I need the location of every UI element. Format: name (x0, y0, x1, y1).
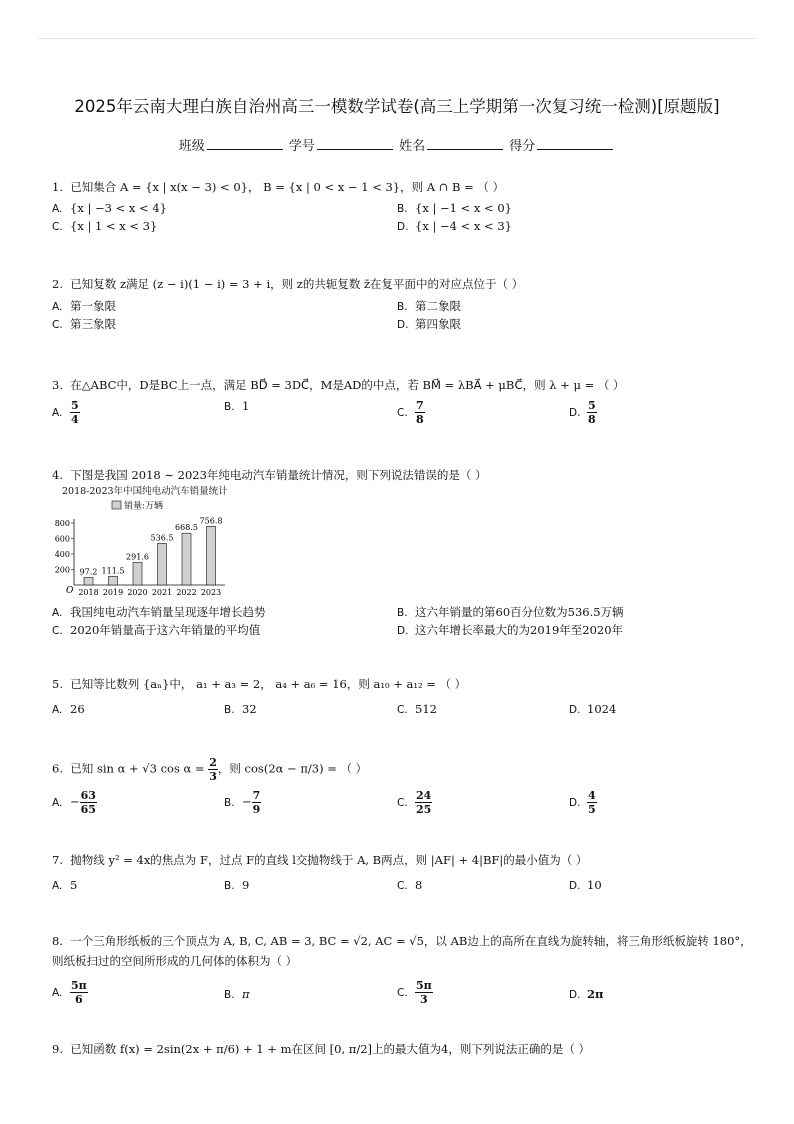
x-tick-label: 2023 (200, 588, 222, 597)
question-stem: 已知集合 A = {x | x(x − 3) < 0}， B = {x | 0 < x − 1 < 3}，则 A ∩ B = （ ） (70, 180, 505, 194)
option-b[interactable]: B. 1 (224, 399, 250, 413)
question-2 (52, 276, 754, 334)
option-b[interactable]: B. − $\frac{7}{9}$ (224, 789, 261, 816)
option-a[interactable]: A. $\frac{5}{4}$ (52, 399, 79, 426)
student-info-line (0, 135, 794, 154)
question-1 (52, 179, 754, 237)
question-6: 6. 已知 sin α + √3 cos α = $\frac{2}{3}$ ，则 cos(2α − π/3) = （ ） A. − $\frac{63}{65}$ B. − $\frac{7}{9}$ C. $\frac{24}{25}$ D. $\frac{4}{5}$ (52, 756, 596, 816)
question-number: 6. (52, 761, 63, 776)
x-tick-label: 2018 (78, 588, 99, 597)
option-b[interactable]: B. 9 (224, 878, 250, 892)
chart-title: 2018-2023年中国纯电动汽车销量统计 (62, 486, 228, 497)
option-a[interactable]: A. $\frac{5\pi}{6}$ (52, 979, 87, 1006)
question-number: 1. (52, 180, 63, 194)
option-d[interactable]: D. 这六年增长率最大的为2019年至2020年 (397, 623, 624, 637)
option-c[interactable]: C. $\frac{24}{25}$ (397, 789, 432, 816)
y-tick-label: 600 (54, 534, 70, 544)
option-a[interactable]: A. 我国纯电动汽车销量呈现逐年增长趋势 (52, 605, 266, 619)
data-label: 536.5 (150, 533, 174, 543)
question-stem-part2: ，则 cos(2α − π/3) = （ ） (217, 761, 368, 776)
x-tick-label: 2021 (151, 588, 173, 597)
option-b[interactable]: B. π (224, 987, 250, 1001)
option-d[interactable]: D. 10 (569, 878, 602, 892)
x-tick-label: 2022 (176, 588, 197, 597)
top-divider (38, 38, 756, 39)
legend-swatch (112, 501, 121, 509)
name-label: 姓名 (399, 139, 426, 154)
option-a[interactable]: A. 26 (52, 702, 85, 716)
question-number: 7. (52, 853, 63, 867)
question-stem: 抛物线 y² = 4x的焦点为 F，过点 F的直线 l交抛物线于 A, B两点，则 |AF| + 4|BF|的最小值为（ ） (70, 853, 588, 867)
option-b[interactable]: B. 第二象限 (397, 299, 461, 313)
option-c[interactable]: C. $\frac{7}{8}$ (397, 399, 424, 426)
id-blank[interactable] (317, 137, 393, 150)
question-stem: 已知函数 f(x) = 2sin(2x + π/6) + 1 + m在区间 [0, π/2]上的最大值为4，则下列说法正确的是（ ） (70, 1042, 590, 1056)
name-blank[interactable] (427, 137, 503, 150)
question-stem: 已知等比数列 {aₙ}中， a₁ + a₃ = 2， a₄ + a₆ = 16，则 a₁₀ + a₁₂ = （ ） (70, 677, 467, 691)
data-label: 756.8 (199, 516, 223, 526)
option-a[interactable]: A. 第一象限 (52, 299, 116, 313)
question-stem: 在△ABC中，D是BC上一点，满足 BD⃗ = 3DC⃗，M是AD的中点，若 BM⃗ = λBA⃗ + μBC⃗，则 λ + μ = （ ） (70, 378, 625, 392)
class-blank[interactable] (207, 137, 283, 150)
data-label: 668.5 (175, 523, 198, 533)
option-d[interactable]: D. 第四象限 (397, 317, 461, 331)
option-c[interactable]: C. 2020年销量高于这六年销量的平均值 (52, 623, 261, 637)
option-a[interactable]: A. − $\frac{63}{65}$ (52, 789, 96, 816)
question-number: 3. (52, 378, 63, 392)
question-number: 4. (52, 468, 63, 482)
bar (182, 533, 191, 585)
data-label: 291.6 (126, 552, 149, 562)
option-b[interactable]: B. 这六年销量的第60百分位数为536.5万辆 (397, 605, 624, 619)
option-d[interactable]: D. 2π (569, 987, 604, 1001)
bar (158, 543, 167, 585)
question-4 (52, 467, 754, 483)
y-tick-label: 200 (54, 565, 70, 575)
bar (133, 562, 142, 585)
legend-label: 销量:万辆 (124, 501, 164, 512)
option-d[interactable]: D. $\frac{5}{8}$ (569, 399, 596, 426)
question-stem: 下图是我国 2018 ∼ 2023年纯电动汽车销量统计情况，则下列说法错误的是（ ） (70, 468, 487, 482)
option-d[interactable]: D. {x | −4 < x < 3} (397, 219, 512, 233)
question-5 (52, 676, 754, 718)
score-blank[interactable] (537, 137, 613, 150)
option-c[interactable]: C. 第三象限 (52, 317, 116, 331)
question-stem: 一个三角形纸板的三个顶点为 A, B, C, AB = 3, BC = √2, AC = √5，以 AB边上的高所在直线为旋转轴，将三角形纸板旋转 180°，则纸板扫过的空间所形成的几何体的体积为（ ） (52, 934, 752, 968)
bar (109, 576, 118, 585)
x-tick-label: 2020 (127, 588, 148, 597)
page-title: 2025年云南大理白族自治州高三一模数学试卷(高三上学期第一次复习统一检测)[原题版] (74, 97, 720, 116)
origin-label: O (66, 586, 74, 596)
question-8 (52, 931, 754, 1015)
option-c[interactable]: C. 8 (397, 878, 423, 892)
question-7 (52, 852, 754, 894)
option-a[interactable]: A. 5 (52, 878, 78, 892)
sales-bar-chart (52, 483, 252, 603)
option-a[interactable]: A. {x | −3 < x < 4} (52, 201, 167, 215)
option-c[interactable]: C. 512 (397, 702, 437, 716)
class-label: 班级 (178, 139, 205, 154)
question-4-options (52, 604, 754, 640)
question-number: 2. (52, 277, 63, 291)
y-tick-label: 800 (54, 519, 70, 528)
question-9 (52, 1041, 754, 1057)
option-c[interactable]: C. {x | 1 < x < 3} (52, 219, 158, 233)
chart-svg (52, 483, 252, 599)
score-label: 得分 (509, 139, 536, 154)
option-d[interactable]: D. $\frac{4}{5}$ (569, 789, 596, 816)
data-label: 111.5 (101, 566, 125, 576)
question-number: 8. (52, 934, 63, 948)
y-tick-label: 400 (54, 550, 70, 559)
option-d[interactable]: D. 1024 (569, 702, 617, 716)
question-3 (52, 377, 754, 435)
bar (84, 577, 93, 585)
question-stem: 已知复数 z满足 (z − i)(1 − i) = 3 + i，则 z的共轭复数 z̄在复平面中的对应点位于（ ） (70, 277, 524, 291)
question-number: 5. (52, 677, 63, 691)
bar (207, 526, 216, 585)
option-b[interactable]: B. {x | −1 < x < 0} (397, 201, 512, 215)
id-label: 学号 (288, 139, 315, 154)
data-label: 97.2 (79, 567, 98, 577)
option-c[interactable]: C. $\frac{5\pi}{3}$ (397, 979, 432, 1006)
question-number: 9. (52, 1042, 63, 1056)
option-b[interactable]: B. 32 (224, 702, 257, 716)
question-stem-part1: 已知 sin α + √3 cos α = (70, 761, 209, 776)
x-tick-label: 2019 (102, 588, 124, 597)
